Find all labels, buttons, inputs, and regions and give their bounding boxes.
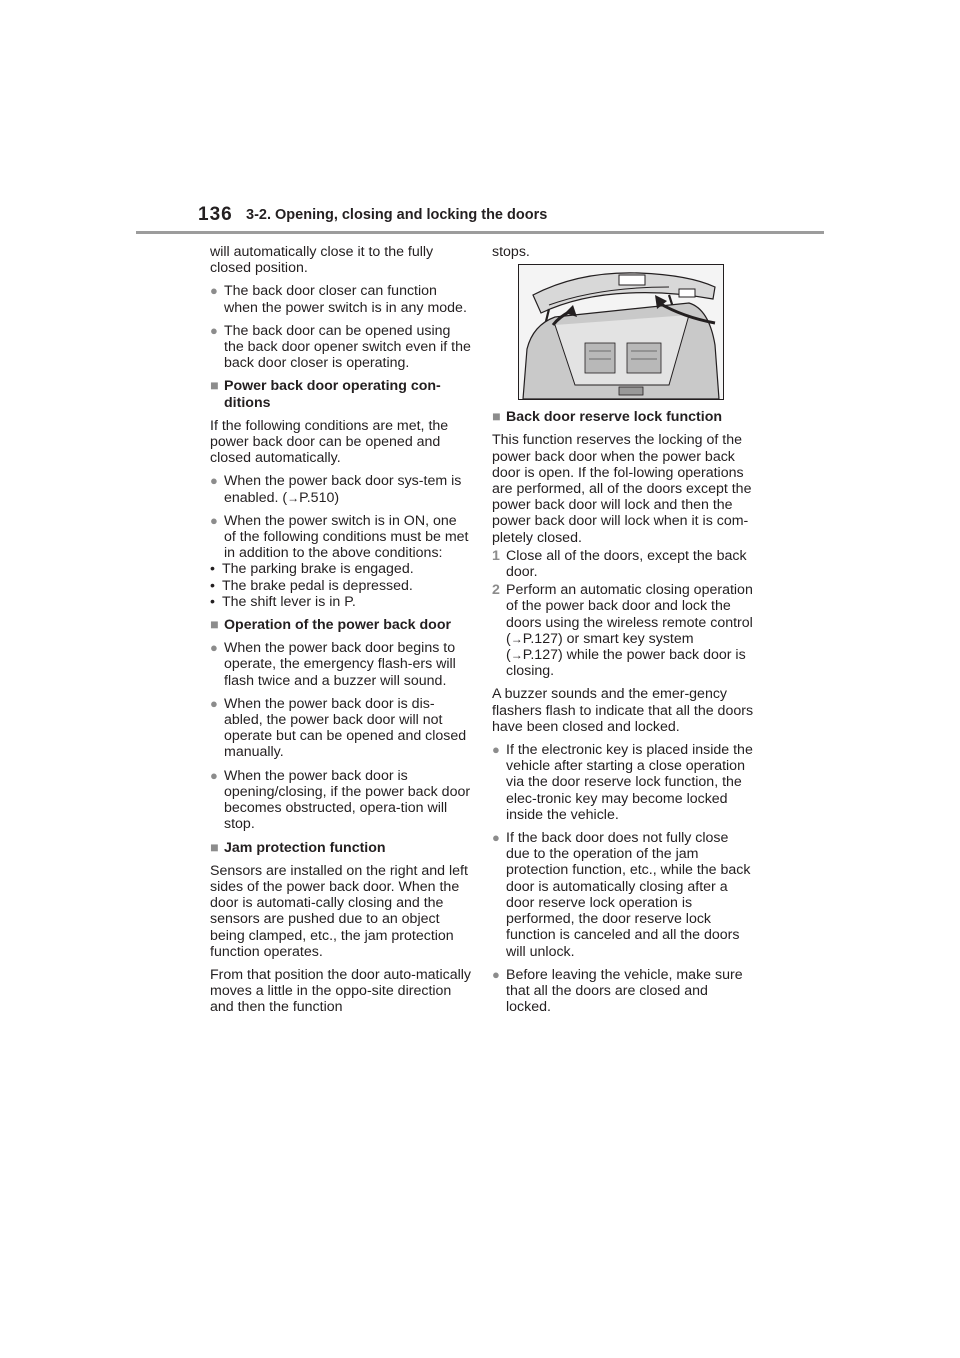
section-title: 3-2. Opening, closing and locking the doors <box>246 207 548 223</box>
heading-square-icon: ■ <box>210 839 219 856</box>
bullet-item: ● When the power back door begins to operate, the emergency flash-ers will flash twice and a buzzer will sound. <box>210 640 456 689</box>
bullet-icon: ● <box>492 830 500 846</box>
heading-square-icon: ■ <box>210 378 219 395</box>
jam-text-2: From that position the door auto-matically moves a little in the oppo-site direction and then the function <box>210 966 472 1016</box>
dash-item: • The parking brake is engaged. <box>210 561 414 578</box>
intro-text: will automatically close it to the fully closed position. <box>210 244 434 277</box>
step-item: 2 Perform an automatic closing operation of the power back door and lock the doors using the wireless remote control (→P.127) or smart key system (→P.127) while the power back door is closing. <box>492 582 753 680</box>
step-number: 1 <box>492 547 500 564</box>
page-number: 136 <box>198 204 233 225</box>
right-column <box>492 244 754 1022</box>
bullet-item: ● When the power back door sys-tem is enabled. (→P.510) <box>210 473 462 506</box>
bullet-icon: ● <box>492 742 500 758</box>
step-number: 2 <box>492 582 500 599</box>
section-heading-reserve: ■ Back door reserve lock function <box>492 409 723 426</box>
bullet-icon: ● <box>210 283 218 299</box>
arrow-right-icon: → <box>287 490 300 505</box>
heading-square-icon: ■ <box>210 617 219 634</box>
bullet-icon: ● <box>210 767 218 783</box>
continued-text: stops. <box>492 244 530 260</box>
page-reference-link[interactable]: P.510 <box>299 489 335 506</box>
bullet-item: ● If the back door does not fully close due to the operation of the jam protection function, etc., while the back door is automatically closing after a door reserve lock operation is performed, the door reserve lock function is canceled and all the doors will unlock. <box>492 830 751 960</box>
step-item: 1 Close all of the doors, except the back door. <box>492 547 747 581</box>
jam-text: Sensors are installed on the right and left sides of the power back door. When the door is automati-cally closing and the sensors are pushed due to an object being clamped, etc., the jam protection function operates. <box>210 862 468 960</box>
bullet-item: ● When the power switch is in ON, one of the following conditions must be met in addition to the above conditions: <box>210 512 469 562</box>
back-door-sensor-icon <box>519 265 723 399</box>
bullet-icon: ● <box>210 512 218 528</box>
section-heading-operation: ■ Operation of the power back door <box>210 617 452 634</box>
page-reference-link[interactable]: P.127 <box>522 647 558 664</box>
dash-item: • The brake pedal is depressed. <box>210 577 413 594</box>
bullet-item: ● The back door closer can function when the power switch is in any mode. <box>210 283 467 316</box>
page-header <box>198 204 822 232</box>
left-column <box>210 244 472 1023</box>
header-divider <box>136 231 824 234</box>
heading-square-icon: ■ <box>492 409 501 426</box>
bullet-icon: ● <box>210 640 218 656</box>
bullet-icon: ● <box>210 695 218 711</box>
section-heading-conditions: ■ Power back door operating con-ditions <box>210 378 441 411</box>
arrow-right-icon: → <box>510 631 523 646</box>
reserve-text: This function reserves the locking of the power back door when the power back door is open. If the fol-lowing operations are performed, all of the doors except the power back door will lock and then the power back door will lock when it is com-pletely closed. <box>492 432 752 546</box>
bullet-icon: ● <box>210 473 218 489</box>
bullet-item: ● If the electronic key is placed inside the vehicle after starting a close operation via the door reserve lock function, the elec-tronic key may become locked inside the vehicle. <box>492 742 753 823</box>
bullet-item: ● The back door can be opened using the back door opener switch even if the back door closer is operating. <box>210 322 471 372</box>
bullet-item: ● When the power back door is opening/closing, if the power back door becomes obstructed, opera-tion will stop. <box>210 767 471 833</box>
bullet-icon: ● <box>210 322 218 338</box>
dash-list <box>210 561 472 610</box>
page-reference-link[interactable]: P.127 <box>522 630 558 647</box>
dash-item: • The shift lever is in P. <box>210 593 356 610</box>
conditions-text: If the following conditions are met, the power back door can be opened and closed automatically. <box>210 417 449 467</box>
bullet-item: ● When the power back door is dis-abled, the power back door will not operate but can be opened and closed manually. <box>210 695 467 761</box>
arrow-right-icon: → <box>510 648 523 663</box>
buzzer-text: A buzzer sounds and the emer-gency flashers flash to indicate that all the doors have been closed and locked. <box>492 686 754 735</box>
back-door-sensor-illustration <box>518 264 724 400</box>
section-heading-jam: ■ Jam protection function <box>210 839 386 856</box>
bullet-item: ● Before leaving the vehicle, make sure that all the doors are closed and locked. <box>492 966 743 1016</box>
bullet-icon: ● <box>492 966 500 982</box>
